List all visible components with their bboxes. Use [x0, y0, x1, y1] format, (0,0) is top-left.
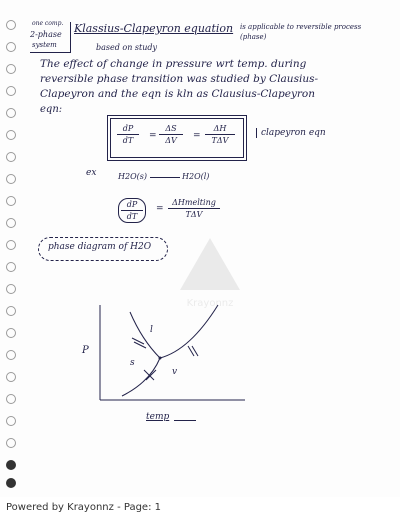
- spiral-binding: [4, 20, 18, 500]
- reaction-left: H2O(s): [118, 172, 147, 181]
- phase-heading: phase diagram of H2O: [48, 242, 152, 252]
- clapeyron-equation: dP dT = ΔS ΔV = ΔH TΔV: [110, 118, 244, 158]
- para-line-4: eqn:: [40, 104, 63, 115]
- melting-equation: dP dT = ΔHmelting TΔV: [118, 194, 228, 228]
- para-line-1: The effect of change in pressure wrt temp. during: [40, 58, 307, 70]
- page-footer: Powered by Krayonnz - Page: 1: [0, 497, 400, 518]
- diagram-label-s: s: [130, 358, 135, 368]
- clapeyron-label: clapeyron eqn: [256, 128, 326, 138]
- diagram-x-label: temp: [146, 412, 170, 422]
- diagram-label-v: v: [172, 367, 178, 377]
- para-line-2: reversible phase transition was studied by Clausius-: [40, 73, 319, 85]
- example-label: ex: [86, 168, 97, 178]
- diagram-label-l: l: [150, 325, 153, 335]
- page-title: Klassius-Clapeyron equation: [74, 22, 234, 35]
- krayonnz-watermark: Krayonnz: [170, 230, 250, 300]
- diagram-y-label: P: [82, 345, 89, 356]
- x-arrow-icon: [174, 420, 196, 421]
- margin-note: one comp. 2-phase system: [30, 22, 71, 53]
- subtitle: based on study: [96, 43, 158, 52]
- reaction-right: H2O(l): [182, 172, 210, 181]
- reaction-arrow-icon: [150, 177, 180, 178]
- para-line-3: Clapeyron and the eqn is kln as Clausius-Clapeyron: [40, 88, 315, 100]
- phase-diagram: [90, 300, 250, 410]
- title-note: is applicable to reversible process (phase): [240, 23, 362, 41]
